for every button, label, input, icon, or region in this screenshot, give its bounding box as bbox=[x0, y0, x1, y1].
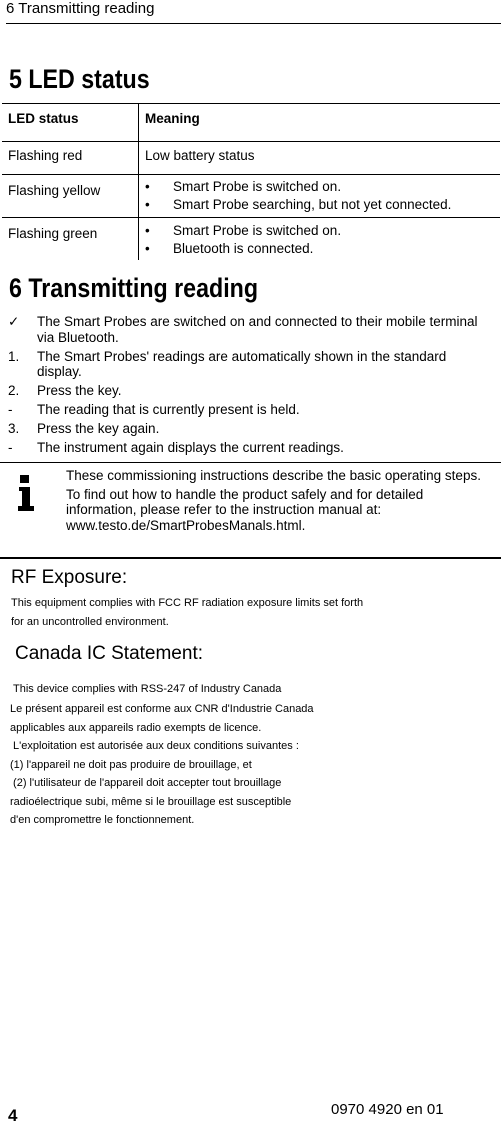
step-item bbox=[8, 314, 488, 345]
text-line: L'exploitation est autorisée aux deux conditions suivantes : bbox=[10, 740, 299, 752]
step-result-marker: - bbox=[8, 402, 13, 417]
step-result-marker: - bbox=[8, 440, 13, 455]
text-line: This equipment complies with FCC RF radiation exposure limits set forth bbox=[11, 597, 364, 609]
text-line: d'en compromettre le fonctionnement. bbox=[10, 814, 195, 826]
step-number: 3. bbox=[8, 421, 20, 436]
info-icon bbox=[17, 475, 35, 511]
bullet-item: • Smart Probe is switched on. bbox=[145, 178, 500, 196]
step-text: The reading that is currently present is held. bbox=[37, 402, 300, 417]
rf-exposure-text bbox=[11, 594, 363, 631]
info-paragraph: These commissioning instructions describe the basic operating steps. bbox=[66, 468, 481, 483]
running-header: 6 Transmitting reading bbox=[6, 0, 501, 24]
led-status-heading: 5 LED status bbox=[9, 64, 150, 94]
bullet-item: • Bluetooth is connected. bbox=[145, 240, 500, 258]
step-item bbox=[8, 440, 488, 456]
led-status-cell: Flashing green bbox=[8, 226, 98, 241]
text-line: (1) l'appareil ne doit pas produire de brouillage, et bbox=[10, 758, 252, 771]
column-header-meaning: Meaning bbox=[139, 104, 501, 142]
meaning-cell bbox=[139, 175, 501, 218]
step-text: The Smart Probes' readings are automatically shown in the standard display. bbox=[37, 348, 447, 379]
text-line: applicables aux appareils radio exempts de licence. bbox=[10, 721, 262, 734]
table-row bbox=[2, 175, 500, 218]
document-number: 0970 4920 en 01 bbox=[331, 1101, 444, 1118]
step-item bbox=[8, 383, 488, 399]
info-paragraph: To find out how to handle the product safely and for detailed information, please refer to the instruction manual at: www.testo.de/SmartProbesManals.html. bbox=[66, 486, 424, 533]
meaning-cell: Low battery status bbox=[139, 142, 501, 175]
step-text: The instrument again displays the current readings. bbox=[37, 440, 344, 455]
table-header-row bbox=[2, 104, 500, 142]
text-line: for an uncontrolled environment. bbox=[11, 615, 169, 628]
step-text: Press the key. bbox=[37, 383, 122, 398]
rf-exposure-title: RF Exposure: bbox=[11, 567, 128, 588]
bullet-item: • Smart Probe is switched on. bbox=[145, 222, 500, 240]
step-number: 1. bbox=[8, 348, 20, 364]
canada-ic-english-text: This device complies with RSS-247 of Industry Canada bbox=[13, 683, 282, 695]
step-text: Press the key again. bbox=[37, 421, 160, 436]
canada-ic-french-text bbox=[10, 700, 314, 830]
info-note bbox=[0, 462, 501, 559]
canada-ic-title: Canada IC Statement: bbox=[15, 643, 203, 664]
step-number: 2. bbox=[8, 383, 20, 398]
table-row bbox=[2, 142, 500, 175]
meaning-cell bbox=[139, 218, 501, 261]
step-item bbox=[8, 402, 488, 418]
step-item bbox=[8, 349, 488, 380]
column-header-led-status: LED status bbox=[2, 104, 139, 142]
text-line: (2) l'utilisateur de l'appareil doit accepter tout brouillage bbox=[10, 777, 282, 789]
step-item bbox=[8, 421, 488, 437]
page-number: 4 bbox=[8, 1106, 18, 1125]
led-status-cell: Flashing yellow bbox=[2, 175, 139, 218]
text-line: Le présent appareil est conforme aux CNR d'Industrie Canada bbox=[10, 703, 314, 715]
text-line: radioélectrique subi, même si le brouillage est susceptible bbox=[10, 795, 292, 808]
checkmark-icon: ✓ bbox=[8, 314, 20, 329]
step-text: The Smart Probes are switched on and connected to their mobile terminal via Bluetooth. bbox=[37, 314, 478, 345]
transmitting-reading-heading: 6 Transmitting reading bbox=[9, 273, 259, 303]
instruction-steps bbox=[8, 314, 488, 459]
led-status-cell: Flashing red bbox=[2, 142, 139, 175]
table-row bbox=[2, 218, 500, 261]
led-status-table bbox=[2, 103, 500, 260]
bullet-item: • Smart Probe searching, but not yet connected. bbox=[145, 196, 500, 214]
